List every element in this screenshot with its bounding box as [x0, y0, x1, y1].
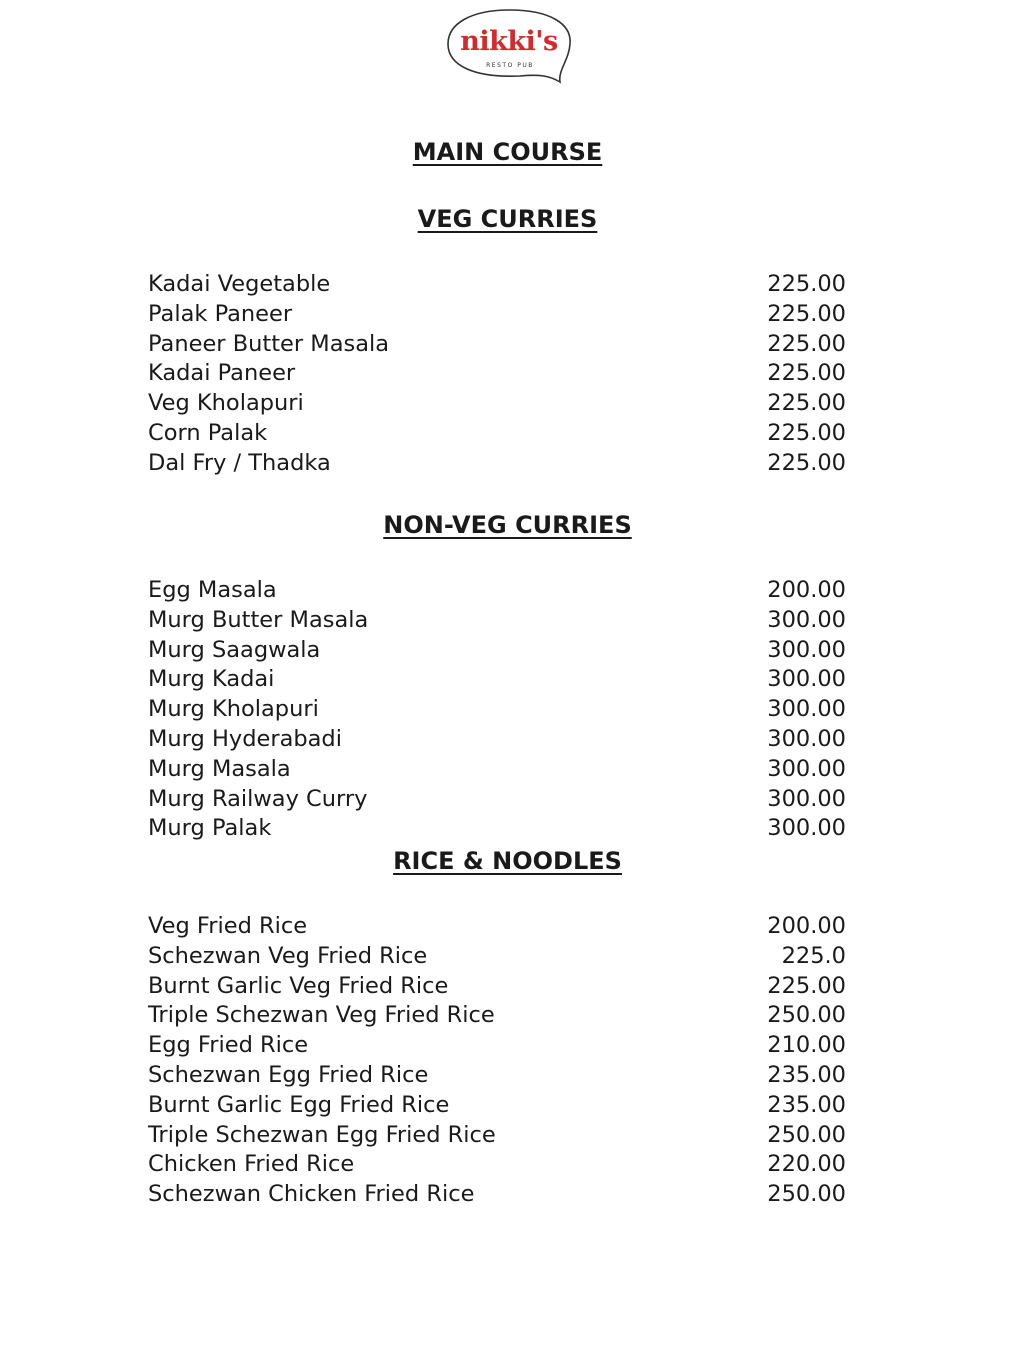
item-price: 210.00: [767, 1032, 846, 1059]
item-price: 300.00: [767, 785, 846, 812]
item-name: Murg Butter Masala: [148, 606, 369, 633]
item-price: 250.00: [767, 1121, 846, 1148]
logo-brand: nikki's: [460, 26, 558, 57]
menu-item: [148, 389, 846, 419]
restaurant-logo: [440, 6, 580, 88]
non-veg-curries-list: [148, 576, 846, 844]
item-name: Veg Kholapuri: [148, 390, 304, 417]
item-price: 250.00: [767, 1002, 846, 1029]
item-name: Burnt Garlic Egg Fried Rice: [148, 1091, 450, 1118]
item-price: 225.00: [767, 300, 846, 327]
item-price: 225.00: [767, 449, 846, 476]
menu-item: [148, 419, 846, 449]
item-price: 235.00: [767, 1091, 846, 1118]
item-name: Egg Fried Rice: [148, 1032, 309, 1059]
menu-item: [148, 1180, 846, 1210]
menu-item: [148, 1091, 846, 1121]
menu-item: [148, 1031, 846, 1061]
item-price: 300.00: [767, 696, 846, 723]
item-name: Murg Railway Curry: [148, 785, 368, 812]
item-price: 300.00: [767, 755, 846, 782]
item-name: Kadai Vegetable: [148, 271, 331, 297]
menu-item: [148, 814, 846, 844]
menu-item: [148, 300, 846, 330]
item-price: 225.00: [767, 390, 846, 417]
item-price: 300.00: [767, 636, 846, 663]
item-price: 300.00: [767, 815, 846, 842]
item-price: 225.0: [781, 942, 846, 969]
menu-item: [148, 972, 846, 1002]
item-price: 200.00: [767, 913, 846, 939]
item-price: 235.00: [767, 1061, 846, 1088]
item-price: 300.00: [767, 725, 846, 752]
item-name: Murg Hyderabadi: [148, 725, 342, 752]
item-name: Chicken Fried Rice: [148, 1151, 355, 1178]
menu-item: [148, 606, 846, 636]
item-price: 250.00: [767, 1181, 846, 1208]
menu-item: [148, 576, 846, 606]
item-name: Palak Paneer: [148, 300, 293, 327]
item-price: 200.00: [767, 577, 846, 603]
item-price: 225.00: [767, 972, 846, 999]
item-price: 225.00: [767, 360, 846, 387]
item-price: 300.00: [767, 606, 846, 633]
section-heading: RICE & NOODLES: [393, 847, 622, 875]
menu-item: [148, 1061, 846, 1091]
item-price: 220.00: [767, 1151, 846, 1178]
menu-item: [148, 449, 846, 479]
item-name: Egg Masala: [148, 577, 277, 603]
menu-item: [148, 942, 846, 972]
menu-item: [148, 359, 846, 389]
item-name: Corn Palak: [148, 419, 268, 446]
item-name: Triple Schezwan Veg Fried Rice: [148, 1002, 495, 1029]
menu-item: [148, 1121, 846, 1151]
page-title: MAIN COURSE: [412, 138, 603, 166]
item-name: Murg Kholapuri: [148, 696, 319, 723]
item-name: Murg Masala: [148, 755, 291, 782]
item-name: Murg Saagwala: [148, 636, 321, 663]
menu-item: [148, 755, 846, 785]
veg-curries-list: [148, 270, 846, 479]
logo-tagline: RESTO PUB: [486, 62, 534, 69]
menu-item: [148, 330, 846, 360]
menu-item: [148, 665, 846, 695]
item-price: 225.00: [767, 271, 846, 297]
item-name: Paneer Butter Masala: [148, 330, 390, 357]
item-name: Schezwan Veg Fried Rice: [148, 942, 428, 969]
menu-item: [148, 270, 846, 300]
item-name: Schezwan Chicken Fried Rice: [148, 1181, 475, 1208]
section-heading: VEG CURRIES: [417, 205, 598, 233]
item-name: Murg Palak: [148, 815, 272, 842]
menu-item: [148, 695, 846, 725]
item-name: Triple Schezwan Egg Fried Rice: [148, 1121, 496, 1148]
menu-item: [148, 785, 846, 815]
item-name: Burnt Garlic Veg Fried Rice: [148, 972, 449, 999]
item-name: Veg Fried Rice: [148, 913, 308, 939]
rice-noodles-list: [148, 912, 846, 1210]
menu-item: [148, 636, 846, 666]
item-name: Dal Fry / Thadka: [148, 449, 331, 476]
item-price: 225.00: [767, 419, 846, 446]
menu-item: [148, 1001, 846, 1031]
item-price: 225.00: [767, 330, 846, 357]
item-name: Murg Kadai: [148, 666, 275, 693]
menu-item: [148, 1150, 846, 1180]
menu-item: [148, 725, 846, 755]
item-name: Kadai Paneer: [148, 360, 296, 387]
menu-item: [148, 912, 846, 942]
item-price: 300.00: [767, 666, 846, 693]
item-name: Schezwan Egg Fried Rice: [148, 1061, 429, 1088]
section-heading: NON-VEG CURRIES: [383, 511, 632, 539]
